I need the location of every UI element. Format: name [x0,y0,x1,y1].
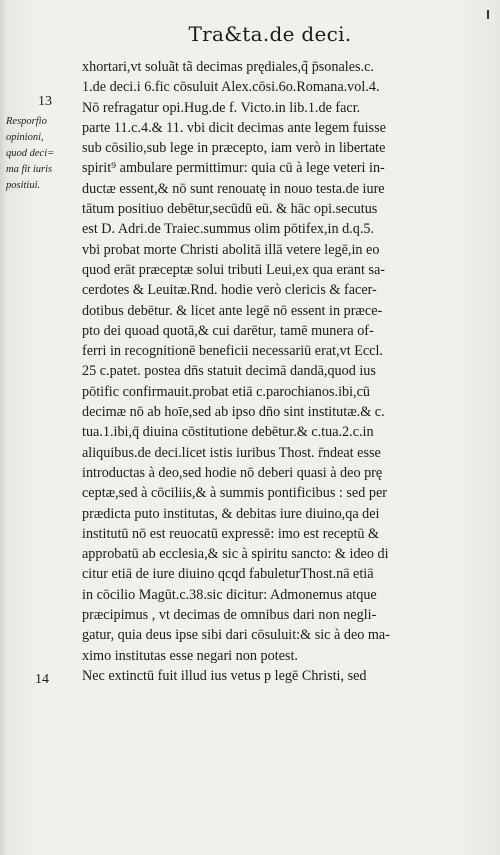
text-line: citur etiā de iure diuino qcqd fabuleturThost.nā etiā [82,566,374,583]
side-note-line: positiui. [6,180,41,191]
side-note-line: Resporfio [6,116,47,127]
text-line: ductæ essent,& nō sunt renouatę in nouo testa.de iure [82,180,385,197]
text-line: xhortari,vt soluãt tã decimas prędiales,q̃ p̄sonales.c. [82,59,374,75]
text-line: parte 11.c.4.& 11. vbi dicit decimas ante legem fuisse [82,119,386,136]
text-line: institutū nō est reuocatū expressē: imo est receptū & [82,525,380,542]
text-line: introductas à deo,sed hodie nō deberi quasi à deo prę [82,464,383,481]
text-line: pto dei quoad quotā,& cui darētur, tamē munera of- [82,322,374,339]
margin-number-13: 13 [38,94,52,109]
text-line: sub cōsilio,sub lege in præcepto, iam verò in libertate [82,140,386,157]
text-line: approbatū ab ecclesia,& sic à spiritu sancto: & ideo di [82,546,389,563]
text-line: 1.de deci.i 6.fic cōsuluit Alex.cōsi.6o.Romana.vol.4. [82,79,380,96]
edge-mark [487,10,489,19]
text-line: tua.1.ibi,q̄ diuina cōstitutione debētur.& c.tua.2.c.in [82,424,374,441]
text-line: aliquibus.de deci.licet istis iuribus Thost. r̄ndeat esse [82,444,381,461]
text-line: quod erāt præceptæ solui tributi Leui,ex qua erant sa- [82,261,385,278]
text-line: præcipimus , vt decimas de omnibus dari non negli- [82,607,377,624]
text-line: ximo institutas esse negari non potest. [82,647,298,664]
text-line: Nec extinctū fuit illud ius vetus p legē Christi, sed [82,667,367,684]
text-line: dotibus debētur. & licet ante legē nō essent in præce- [82,302,383,319]
text-line: decimæ nō ab hoīe,sed ab ipso dn̄o sint institutæ.& c. [82,404,385,421]
text-line: gatur, quia deus ipse sibi dari cōsuluit:& sic à deo ma- [82,627,390,644]
text-line: pōtific confirmauit.probat etiā c.parochianos.ibi,cū [82,383,370,400]
text-line: ferri in recognitionē beneficii necessariū erat,vt Eccl. [82,343,383,360]
text-line: vbi probat morte Christi abolitā illā vetere legē,in eo [82,241,380,258]
text-line: ceptæ,sed à cōciliis,& à summis pontificibus : sed per [82,485,387,502]
side-note-line: opinioni, [6,132,44,143]
text-line: cerdotes & Leuitæ.Rnd. hodie verò clericis & facer- [82,282,377,299]
text-line: Nō refragatur opi.Hug.de f. Victo.in lib.1.de facr. [82,99,361,116]
side-note-line: ma fit iuris [6,164,53,175]
body-text [82,57,475,686]
text-line: in cōcilio Magūt.c.38.sic dicitur: Admonemus atque [82,586,377,603]
text-line: est D. Adri.de Traiec.summus olim pōtifex,in d.q.5. [82,221,375,238]
text-line: tātum positiuo debētur,secūdū eū. & hāc opi.secutus [82,201,378,218]
text-line: 25 c.patet. postea dn̄s statuit decimā dandā,quod ius [82,363,376,380]
running-head: Tra&ta.de deci. [188,22,352,46]
side-note-line: quod deci= [6,148,55,159]
text-line: prædicta puto institutas, & debitas iure diuino,qa dei [82,505,380,522]
margin-number-14: 14 [35,672,49,687]
side-note [6,114,82,194]
text-line: spirit⁹ ambulare permittimur: quia cū à lege veteri in- [82,160,385,177]
